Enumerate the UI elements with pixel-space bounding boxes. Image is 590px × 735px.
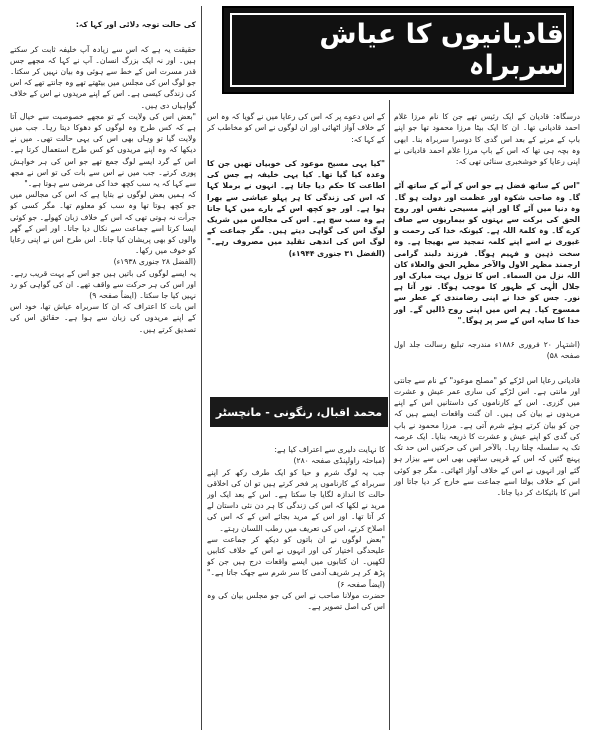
title-inner-frame — [230, 13, 566, 87]
column-middle-quote: "کیا یہی مسیح موعود کی خوبیاں تھیں جن کا وعدہ کیا گیا تھا۔ کیا یہی خلیفہ ہے جس کی اطاعت کا حکم دیا جاتا ہے۔ انہوں نے برملا کہا کہ اس کی زندگی کا ہر پہلو عیاشی سے بھرا ہوا ہے۔ اور جو کچھ اس کے بارے میں کہا جاتا ہے وہ سب سچ ہے۔ اس کی مجالس میں شریک لوگ اس کی گواہی دیتے ہیں۔ مگر جماعت کے لوگ اس کی اندھی تقلید میں مصروف رہے۔" (الفضل ۳۱ جنوری ۱۹۴۴ء) — [207, 159, 385, 258]
column-left — [10, 8, 196, 732]
column-divider-left — [201, 6, 202, 730]
article-title: قادیانیوں کا عیاش سربراہ — [319, 19, 564, 81]
article-byline: محمد اقبال، رنگونی - مانچسٹر — [215, 405, 383, 419]
column-right-reference: (اشتہار ۲۰ فروری ۱۸۸۶ء مندرجہ تبلیغ رسالت جلد اول صفحہ ۵۸) — [394, 340, 580, 361]
column-middle-body: کا نہایت دلیری سے اعتراف کیا ہے: (مباحثہ راولپنڈی صفحہ ۲۸۰) جب یہ لوگ شرم و حیا کو ایک طرف رکھ کر اپنے سربراہ کے کارناموں پر فخر کرتے ہیں تو ان کی اخلاقی حالت کا اندازہ لگایا جا سکتا ہے۔ اس کے بعد ایک اور مرید نے لکھا کہ اس کی زندگی کا ہر دن نئی داستان لے کر آتا تھا۔ اور اس کے مرید بجائے اس کے کہ اس کی اصلاح کرتے، اس کی تعریف میں رطب اللسان رہتے۔ "بعض لوگوں نے ان باتوں کو دیکھ کر جماعت سے علیحدگی اختیار کی اور انہوں نے اس کے خلاف کتابیں لکھیں۔ ان کتابوں میں ایسے واقعات درج ہیں جن کو پڑھ کر ہر شریف آدمی کا سر شرم سے جھک جاتا ہے۔" (ایضاً صفحہ ۶) حضرت مولانا صاحب نے اس کی جو مجلس بیان کی وہ اس کی اصل تصویر ہے۔ — [207, 445, 385, 612]
column-left-body: حقیقت یہ ہے کہ اس سے زیادہ آپ خلیفہ ثابت کر سکتے ہیں۔ اور نہ ایک بزرگ انسان۔ آپ نے کہا کہ مجھے جس قدر مسرت اس کے خط سے ہوئی وہ بیان نہیں کر سکتا۔ جو لوگ اس کی مجلس میں بیٹھتے تھے وہ جانتے تھے کہ اس کی زندگی کیسی ہے۔ اس کے اپنے مریدوں نے اس کے خلاف گواہیاں دی ہیں۔ "بعض اس کی ولایت کے تو مجھے خصوصیت سے خیال آتا ہے کہ کس طرح وہ لوگوں کو دھوکا دیتا رہا۔ جب میں ولایت گیا تو وہاں بھی اس کی یہی حالت تھی۔ میں نے دیکھا کہ وہ اپنے مریدوں کو کس طرح استعمال کرتا ہے۔ اس کے گرد ایسے لوگ جمع تھے جو اس کی ہر خواہش پوری کرتے۔ جب میں نے اس سے بات کی تو اس نے مجھ سے کہا کہ یہ سب کچھ خدا کی مرضی سے ہوتا ہے۔" کہ ہمیں بعض لوگوں نے بتایا ہے کہ اس کی مجالس میں جو کچھ ہوتا تھا وہ سب کو معلوم تھا۔ مگر کسی کو جرأت نہ ہوتی تھی کہ اس کے خلاف زبان کھولے۔ جو کوئی ایسا کرتا اسے جماعت سے نکال دیا جاتا۔ اور اس کے گھر والوں کو بھی پریشان کیا جاتا۔ اس طرح اس نے اپنی رعایا کو خوف میں رکھا۔ (الفضل ۲۸ جنوری ۱۹۳۸ء) یہ ایسے لوگوں کی باتیں ہیں جو اس کے بہت قریب رہے۔ اور اس کی ہر حرکت سے واقف تھے۔ ان کی گواہی کو رد نہیں کیا جا سکتا۔ (ایضاً صفحہ ۹) اس بات کا اعتراف کہ ان کا سربراہ عیاش تھا، خود اس کے اپنے مریدوں کی زبان سے ہوا ہے۔ حقائق اس کی تصدیق کرتے ہیں۔ — [10, 44, 196, 334]
byline-banner — [210, 397, 388, 427]
column-middle-bottom — [207, 433, 385, 731]
column-left-intro: کی حالت توجہ دلائی اور کہا کہ: — [75, 20, 196, 30]
column-right — [394, 100, 580, 511]
column-middle-intro: کے اس دعوے پر کہ اس کی رعایا میں نے گویا کہ وہ اس کے خلاف آواز اٹھائی اور ان لوگوں نے اس کو مخاطب کر کے کہا کہ: — [207, 112, 385, 144]
column-right-intro: درسگاہ: قادیان کے ایک رئیس تھے جن کا نام مرزا غلام احمد قادیانی تھا۔ ان کا ایک بیٹا مرزا محمود تھا جو اپنے باپ کے مرنے کے بعد اس گدی کا دوسرا سربراہ بنا۔ ابھی وہ بچہ ہی تھا کہ اس کے باپ مرزا غلام احمد قادیانی نے اپنی رعایا کو خوشخبری سنائی تھی کہ: — [394, 112, 580, 167]
column-right-quote: "اس کے ساتھ فضل ہے جو اس کے آنے کے ساتھ آئے گا۔ وہ صاحب شکوہ اور عظمت اور دولت ہو گا۔ وہ دنیا میں آئے گا اور اپنے مسیحی نفس اور روح الحق کی برکت سے بہتوں کو بیماریوں سے صاف کرے گا۔ وہ کلمۃ اللہ ہے۔ کیونکہ خدا کی رحمت و غیوری نے اسے اپنے کلمہ تمجید سے بھیجا ہے۔ وہ سخت ذہین و فہیم ہوگا۔ فرزند دلبند گرامی ارجمند مظہر الاول والآخر مظہر الحق والعلاء کان اللہ نزل من السماء۔ اس کا نزول بہت مبارک اور جلال الٰہی کے ظہور کا موجب ہوگا۔ نور آتا ہے نور۔ جس کو خدا نے اپنی رضامندی کے عطر سے ممسوح کیا۔ ہم اس میں اپنی روح ڈالیں گے۔ اور خدا کا سایہ اس کے سر پر ہوگا۔" — [394, 181, 580, 325]
article-title-banner — [222, 6, 574, 94]
column-divider-right — [389, 100, 390, 730]
column-middle-top — [207, 100, 385, 392]
column-right-body: قادیانی رعایا اس لڑکے کو "مصلح موعود" کے نام سے جانتی اور مانتی ہے۔ اس لڑکے کی ساری عمر عیش و عشرت میں گزری۔ اس کے کارناموں کی داستانیں اس کے اپنے مریدوں نے بیان کی ہیں۔ ان گنت واقعات ایسے ہیں کہ جن کو بیان کرتے ہوئے شرم آتی ہے۔ مرزا محمود نے باپ کی گدی کو اپنے عیش و عشرت کا ذریعہ بنایا۔ ایک عرصہ تک یہ سلسلہ چلتا رہا۔ بالآخر اس کی حرکتیں اس حد تک پہنچ گئیں کہ اس کے قریبی ساتھی بھی اس سے بیزار ہو گئے اور انہوں نے اس کے خلاف آواز اٹھائی۔ مگر جو کوئی اس کے خلاف بولتا اسے جماعت سے خارج کر دیا جاتا اور اس کا بائیکاٹ کر دیا جاتا۔ — [394, 375, 580, 497]
